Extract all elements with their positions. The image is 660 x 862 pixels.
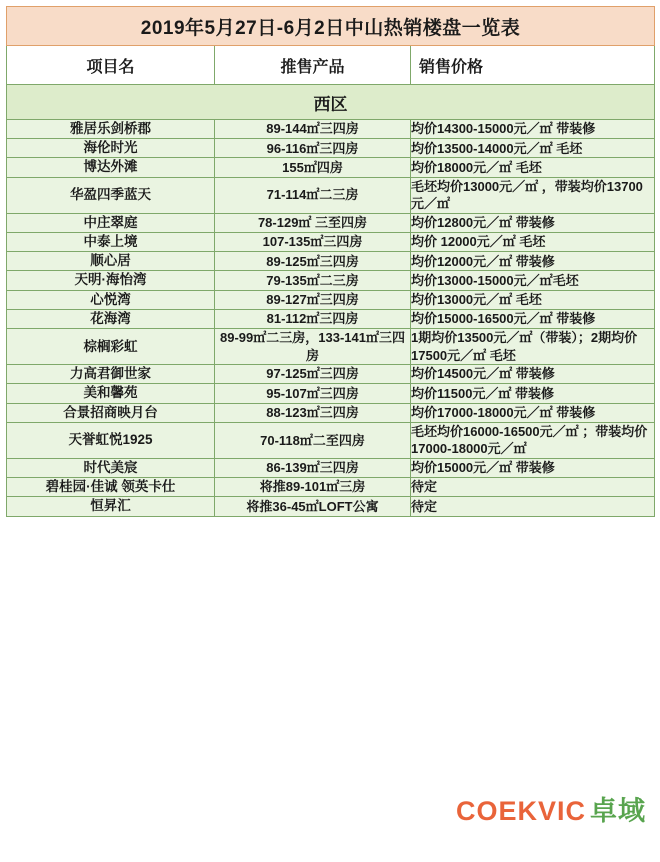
table-row (7, 139, 655, 158)
table-row (7, 158, 655, 177)
project-price: 毛坯均价16000-16500元／㎡ ；带装均价17000-18000元／㎡ (411, 422, 655, 458)
project-name: 力高君御世家 (7, 365, 215, 384)
project-price: 均价12000元／㎡ 带装修 (411, 252, 655, 271)
project-name: 棕榈彩虹 (7, 329, 215, 365)
table-row (7, 271, 655, 290)
project-price: 均价13500-14000元／㎡ 毛坯 (411, 139, 655, 158)
project-name: 中泰上境 (7, 232, 215, 251)
project-price: 待定 (411, 478, 655, 497)
project-name: 合景招商映月台 (7, 403, 215, 422)
table-row (7, 384, 655, 403)
project-name: 雅居乐剑桥郡 (7, 120, 215, 139)
project-name: 天明·海怡湾 (7, 271, 215, 290)
table-row (7, 403, 655, 422)
project-product: 96-116㎡三四房 (215, 139, 411, 158)
project-price: 毛坯均价13000元／㎡ ，带装均价13700元／㎡ (411, 177, 655, 213)
project-product: 95-107㎡三四房 (215, 384, 411, 403)
project-product: 86-139㎡三四房 (215, 458, 411, 477)
project-product: 89-125㎡三四房 (215, 252, 411, 271)
watermark-latin: COEKVIC (455, 796, 586, 826)
column-header-product: 推售产品 (215, 46, 411, 85)
project-price: 均价12800元／㎡ 带装修 (411, 213, 655, 232)
watermark (456, 789, 646, 828)
project-price: 均价13000-15000元／㎡毛坯 (411, 271, 655, 290)
project-name: 天誉虹悦1925 (7, 422, 215, 458)
project-name: 中庄翠庭 (7, 213, 215, 232)
project-name: 恒昇汇 (7, 497, 215, 516)
project-product: 71-114㎡二三房 (215, 177, 411, 213)
table-row (7, 478, 655, 497)
table-row (7, 177, 655, 213)
project-product: 将推89-101㎡三房 (215, 478, 411, 497)
project-product: 89-99㎡二三房，133-141㎡三四房 (215, 329, 411, 365)
project-price: 均价 12000元／㎡ 毛坯 (411, 232, 655, 251)
project-price: 均价17000-18000元／㎡ 带装修 (411, 403, 655, 422)
project-price: 均价18000元／㎡ 毛坯 (411, 158, 655, 177)
table-row (7, 365, 655, 384)
column-header-name: 项目名 (7, 46, 215, 85)
project-price: 均价14500元／㎡ 带装修 (411, 365, 655, 384)
header-row (7, 46, 655, 85)
project-name: 花海湾 (7, 309, 215, 328)
project-name: 美和馨苑 (7, 384, 215, 403)
project-price: 均价15000元／㎡ 带装修 (411, 458, 655, 477)
housing-price-table (6, 6, 655, 517)
column-header-price: 销售价格 (411, 46, 655, 85)
table-row (7, 290, 655, 309)
project-name: 华盈四季蓝天 (7, 177, 215, 213)
table-row (7, 329, 655, 365)
project-name: 海伦时光 (7, 139, 215, 158)
table-row (7, 120, 655, 139)
project-name: 心悦湾 (7, 290, 215, 309)
project-price: 待定 (411, 497, 655, 516)
project-price: 1期均价13500元／㎡（带装）；2期均价17500元／㎡ 毛坯 (411, 329, 655, 365)
watermark-cn: 卓域 (590, 796, 646, 826)
table-row (7, 232, 655, 251)
project-name: 博达外滩 (7, 158, 215, 177)
table-row (7, 497, 655, 516)
title-row (7, 7, 655, 46)
project-product: 107-135㎡三四房 (215, 232, 411, 251)
table-title: 2019年5月27日-6月2日中山热销楼盘一览表 (7, 7, 655, 46)
project-name: 碧桂园·佳诚 领英卡仕 (7, 478, 215, 497)
project-price: 均价13000元／㎡ 毛坯 (411, 290, 655, 309)
project-product: 78-129㎡ 三至四房 (215, 213, 411, 232)
project-price: 均价14300-15000元／㎡ 带装修 (411, 120, 655, 139)
project-product: 79-135㎡二三房 (215, 271, 411, 290)
project-product: 97-125㎡三四房 (215, 365, 411, 384)
project-product: 155㎡四房 (215, 158, 411, 177)
table-row (7, 309, 655, 328)
project-product: 将推36-45㎡LOFT公寓 (215, 497, 411, 516)
project-price: 均价11500元／㎡ 带装修 (411, 384, 655, 403)
project-product: 88-123㎡三四房 (215, 403, 411, 422)
table-row (7, 213, 655, 232)
project-name: 时代美宸 (7, 458, 215, 477)
table-row (7, 422, 655, 458)
project-name: 顺心居 (7, 252, 215, 271)
section-row (7, 85, 655, 120)
project-product: 89-144㎡三四房 (215, 120, 411, 139)
table-body (7, 7, 655, 517)
table-row (7, 252, 655, 271)
project-product: 89-127㎡三四房 (215, 290, 411, 309)
project-product: 81-112㎡三四房 (215, 309, 411, 328)
project-price: 均价15000-16500元／㎡ 带装修 (411, 309, 655, 328)
section-title-west-district: 西区 (7, 85, 655, 120)
table-row (7, 458, 655, 477)
project-product: 70-118㎡二至四房 (215, 422, 411, 458)
